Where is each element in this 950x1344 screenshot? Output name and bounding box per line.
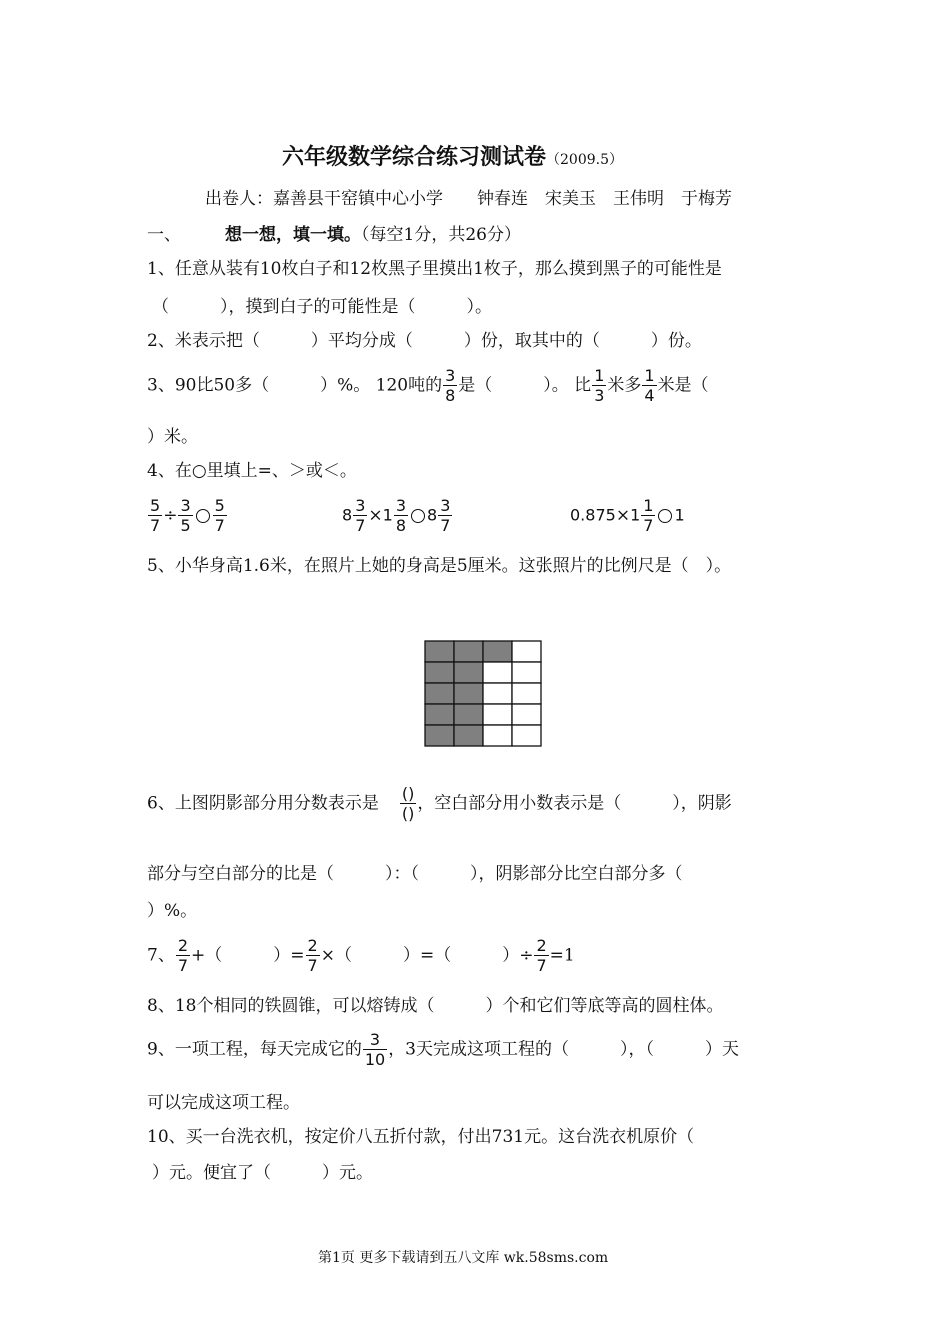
q9-line2: 可以完成这项工程。 [147,1093,300,1113]
grid-cell-blank [483,683,512,704]
grid-cell-shaded [454,725,483,746]
section-title: 想一想，填一填。 [225,225,361,245]
operator: ÷ [163,505,178,526]
grid-cell-shaded [454,683,483,704]
q7-part-c: ×（ ）=（ ）÷ [320,945,534,966]
integer-part: 1 [382,505,393,525]
q4-expression-1 [147,496,228,535]
page-footer: 第1页 更多下载请到五八文库 wk.58sms.com [318,1250,609,1266]
fraction [213,496,227,535]
grid-cell-blank [512,725,541,746]
numerator: 2 [307,936,318,955]
title-date: （2009.5） [546,152,624,168]
q3-line1 [147,366,709,405]
numerator: () [401,784,415,803]
q6-line1 [147,784,732,823]
operator: × [368,505,383,526]
fraction [443,366,457,405]
denominator: 10 [364,1050,386,1069]
q8-line: 8、18个相同的铁圆锥，可以熔铸成（ ）个和它们等底等高的圆柱体。 [147,996,724,1016]
q6-part-b: ，空白部分用小数表示是（ ），阴影 [417,793,732,814]
denominator: 7 [643,516,654,535]
denominator: 5 [180,516,191,535]
integer-part: 1 [630,505,641,525]
grid-cell-blank [512,683,541,704]
q3-part-a: 3、90比50多（ ）%。 120吨的 [147,375,443,396]
integer-part: 8 [427,505,438,525]
q1-line1: 1、任意从装有10枚白子和12枚黑子里摸出1枚子，那么摸到黑子的可能性是 [147,259,722,279]
q1-line2: （ ），摸到白子的可能性是（ ）。 [152,297,492,317]
q7-part-b: +（ ）= [191,945,305,966]
grid-cell-shaded [454,662,483,683]
numerator: 3 [355,496,366,515]
section-note: （每空1分，共26分） [361,225,521,245]
operator: × [615,505,631,526]
denominator: 7 [355,516,366,535]
q4-stem: 4、在○里填上=、＞或＜。 [147,461,357,481]
fraction [438,496,452,535]
fraction [400,784,416,823]
denominator: 3 [594,386,605,405]
q7-part-d: =1 [549,945,575,966]
fraction [642,366,656,405]
fraction [176,936,190,975]
grid-cell-blank [483,662,512,683]
page-title [282,140,623,171]
q7-line [147,936,575,975]
denominator: 7 [214,516,225,535]
q4-expression-3 [570,496,685,535]
q3-line2: ）米。 [147,427,198,447]
denominator: 8 [445,386,456,405]
grid-cell-shaded [454,704,483,725]
q6-part-a: 6、上图阴影部分用分数表示是 [147,793,379,814]
numerator: 5 [214,496,225,515]
grid-cell-shaded [454,641,483,662]
q2-line: 2、米表示把（ ）平均分成（ ）份，取其中的（ ）份。 [147,331,702,351]
grid-cell-blank [512,662,541,683]
denominator: 7 [307,956,318,975]
fraction [534,936,548,975]
compare-circle[interactable] [196,509,210,523]
grid-cell-shaded [425,683,454,704]
numerator: 1 [643,496,654,515]
numerator: 3 [363,1030,387,1050]
numerator: 3 [180,496,191,515]
grid-cell-blank [483,725,512,746]
q3-part-c: 米多 [607,375,642,396]
decimal-value: 0.875 [570,505,616,525]
q10-line1: 10、买一台洗衣机，按定价八五折付款，付出731元。这台洗衣机原价（ [147,1127,695,1147]
numerator: 3 [440,496,451,515]
grid-cell-blank [483,704,512,725]
grid-cell-shaded [425,662,454,683]
integer-part: 8 [342,505,353,525]
fraction [148,496,162,535]
fraction [178,496,192,535]
right-hand-value: 1 [674,505,685,525]
numerator: 3 [395,496,406,515]
denominator: 7 [536,956,547,975]
grid-cell-shaded [425,641,454,662]
q6-line3: ）%。 [147,901,198,921]
title-text: 六年级数学综合练习测试卷 [282,144,547,170]
fraction [353,496,367,535]
grid-cell-shaded [483,641,512,662]
q9-part-a: 9、一项工程，每天完成它的 [147,1039,362,1060]
fraction [641,496,655,535]
numerator: 3 [445,366,456,385]
grid-cell-blank [512,704,541,725]
section-number: 一、 [147,225,181,245]
denominator: 4 [644,386,655,405]
q3-part-b: 是（ ）。 比 [458,375,592,396]
fraction [592,366,606,405]
authors-line: 出卷人：嘉善县干窑镇中心小学 钟春连 宋美玉 王伟明 于梅芳 [205,189,732,209]
shaded-grid [424,640,544,748]
q4-expression-2 [342,496,453,535]
fraction [306,936,320,975]
q5-line: 5、小华身高1.6米，在照片上她的身高是5厘米。这张照片的比例尺是（ ）。 [147,556,732,576]
section-heading [147,224,521,246]
q9-line1 [147,1030,739,1069]
numerator: 1 [594,366,605,385]
grid-cell-shaded [425,704,454,725]
numerator: 2 [177,936,189,955]
denominator: 7 [440,516,451,535]
q10-line2: ）元。便宜了（ ）元。 [152,1163,373,1183]
numerator: 5 [150,496,161,515]
grid-cell-shaded [425,725,454,746]
numerator: 2 [536,936,547,955]
denominator: () [401,804,415,823]
compare-circle[interactable] [411,509,425,523]
fraction [394,496,408,535]
denominator: 7 [177,956,189,975]
compare-circle[interactable] [658,509,672,523]
denominator: 8 [395,516,406,535]
q3-part-d: 米是（ [657,375,709,396]
denominator: 7 [150,516,161,535]
q7-part-a: 7、 [147,945,175,966]
grid-cell-blank [512,641,541,662]
q9-part-b: ，3天完成这项工程的（ ），（ ）天 [388,1039,740,1060]
q6-line2: 部分与空白部分的比是（ ）：（ ），阴影部分比空白部分多（ [147,864,683,884]
fraction [363,1030,387,1069]
numerator: 1 [644,366,655,385]
